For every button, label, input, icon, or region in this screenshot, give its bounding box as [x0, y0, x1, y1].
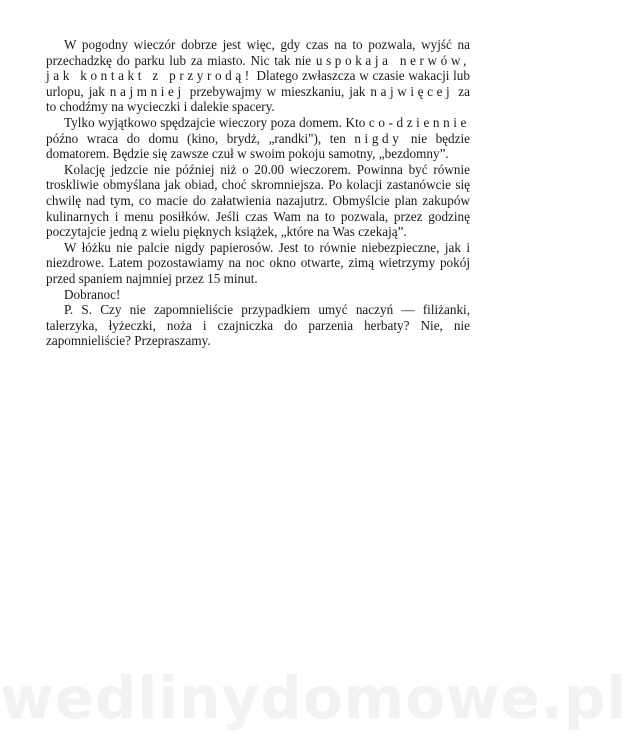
paragraph-goodnight: Dobranoc!: [64, 286, 121, 302]
text-run: W pogodny wieczór dobrze jest więc, gdy czas na to pozwala, wyjść na przechadzkę do parku lub za miasto. Nic tak nie: [46, 37, 470, 68]
paragraph-evenings-home: [46, 115, 470, 162]
spaced-emphasis: najmniej: [109, 83, 185, 99]
text-run: nie będzie domatorem. Będzie się zawsze czuł w swoim pokoju samotny, „bezdomny”.: [46, 130, 470, 162]
paragraph-postscript: P. S. Czy nie zapomnieliście przypadkiem umyć naczyń — filiżanki, talerzyka, łyżeczki, noża i czajniczka do parzenia herbaty? Nie, nie zapomnieliście? Przepraszamy.: [46, 302, 470, 349]
spaced-emphasis: uspokaja nerwów, jak kontakt z przyrodą!: [46, 52, 470, 84]
text-run: Tylko wyjątkowo spędzajcie wieczory poza domem. Kto: [64, 114, 369, 130]
paragraph-supper: Kolację jedzcie nie później niż o 20.00 wieczorem. Powinna być równie troskliwie obmyślana jak obiad, choć skromniejsza. Po kolacji zastanówcie się chwilę nad tym, co macie do załatwienia nazajutrz. Obmyślcie plan zakupów kulinarnych i menu posiłków. Jeśli czas Wam na to pozwala, przez godzinę poczytajcie jedną z wielu pięknych książek, „które na Was czekają”.: [46, 161, 470, 240]
spaced-emphasis: najwięcej: [370, 83, 454, 99]
text-run: późno wraca do domu (kino, brydż, „randki"), ten: [46, 130, 355, 146]
text-run: za to chodźmy na wycieczki i dalekie spacery.: [46, 83, 470, 115]
text-run: przebywajmy w mieszkaniu, jak: [184, 83, 371, 99]
watermark: wedlinydomowe.pl: [0, 664, 627, 732]
spaced-emphasis: nigdy: [354, 130, 403, 146]
paragraph-no-smoking: W łóżku nie palcie nigdy papierosów. Jest to równie niebezpieczne, jak i niezdrowe. Latem pozostawiamy na noc okno otwarte, zimą wietrzymy pokój przed spaniem najmniej przez 15 minut.: [46, 239, 470, 286]
body-text: [46, 37, 470, 349]
spaced-emphasis: co-dziennie: [368, 114, 470, 130]
paragraph-evening-walk: [46, 37, 470, 115]
text-run: Dlatego zwłaszcza w czasie wakacji lub urlopu, jak: [46, 68, 470, 99]
